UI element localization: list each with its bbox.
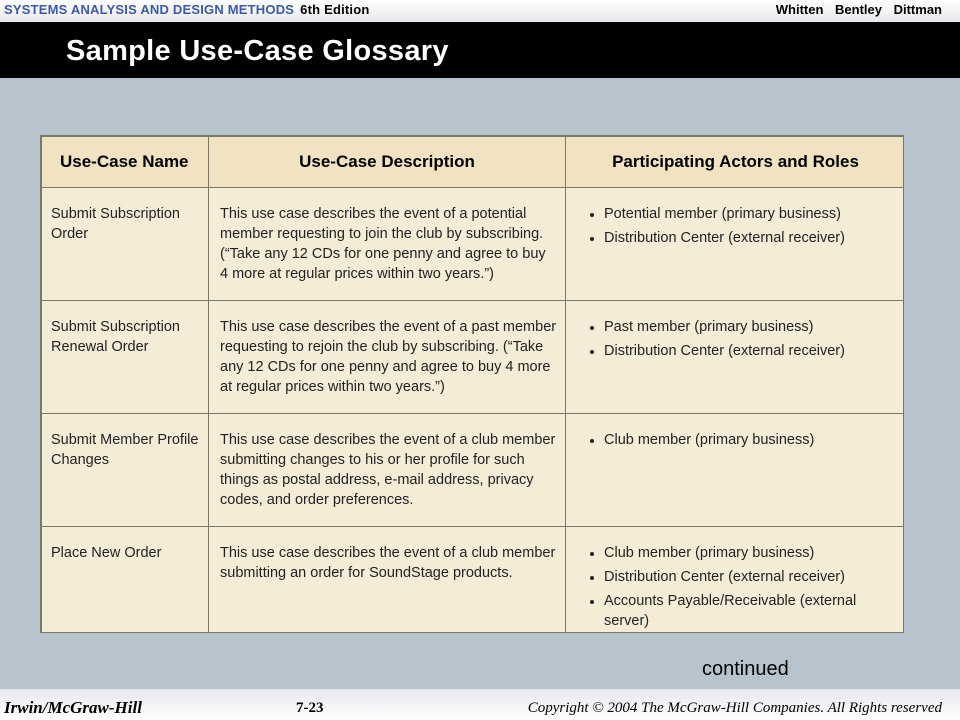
table-row [42, 188, 905, 301]
actor-item: • Club member (primary business) [604, 543, 897, 563]
authors-label: Whitten Bentley Dittman [775, 2, 942, 17]
column-header-use-case-name: Use-Case Name [42, 137, 209, 188]
title-bar [0, 22, 960, 78]
actors-list [574, 430, 897, 450]
actor-item: • Past member (primary business) [604, 317, 897, 337]
actor-item: • Club member (primary business) [604, 430, 897, 450]
use-case-name-cell: Submit Subscription Renewal Order [42, 301, 209, 414]
top-header-bar [0, 0, 960, 22]
use-case-name-cell: Submit Subscription Order [42, 188, 209, 301]
actors-list [574, 317, 897, 361]
use-case-description-cell: This use case describes the event of a club member submitting an order for SoundStage products. [209, 527, 566, 634]
actor-item: • Accounts Payable/Receivable (external server) [604, 591, 897, 631]
copyright-notice: Copyright © 2004 The McGraw-Hill Companies. All Rights reserved [527, 700, 942, 716]
actor-item: • Distribution Center (external receiver) [604, 228, 897, 248]
slide-title: Sample Use-Case Glossary [66, 35, 449, 67]
actors-cell [566, 414, 905, 527]
edition-label: 6th Edition [300, 2, 370, 17]
continued-label: continued [702, 658, 789, 680]
page-number: 7-23 [296, 700, 324, 716]
use-case-glossary-table [40, 135, 904, 633]
actor-item: • Distribution Center (external receiver) [604, 567, 897, 587]
use-case-name-cell: Place New Order [42, 527, 209, 634]
actors-cell [566, 188, 905, 301]
actors-cell [566, 301, 905, 414]
actor-item: • Distribution Center (external receiver) [604, 341, 897, 361]
glossary-table [41, 136, 904, 633]
column-header-use-case-description: Use-Case Description [209, 137, 566, 188]
book-title [4, 2, 370, 17]
table-row [42, 301, 905, 414]
use-case-description-cell: This use case describes the event of a club member submitting changes to his or her profile for such things as postal address, e-mail address, privacy codes, and order preferences. [209, 414, 566, 527]
book-title-text: SYSTEMS ANALYSIS AND DESIGN METHODS [4, 2, 295, 17]
footer-bar [0, 689, 960, 720]
actor-item: • Potential member (primary business) [604, 204, 897, 224]
publisher-label: Irwin/McGraw-Hill [4, 698, 142, 717]
actors-list [574, 543, 897, 631]
table-header-row [42, 137, 905, 188]
table-row [42, 527, 905, 634]
actors-list [574, 204, 897, 248]
table-row [42, 414, 905, 527]
actors-cell [566, 527, 905, 634]
use-case-description-cell: This use case describes the event of a past member requesting to rejoin the club by subscribing. (“Take any 12 CDs for one penny and agree to buy 4 more at regular prices within two years.”) [209, 301, 566, 414]
use-case-name-cell: Submit Member Profile Changes [42, 414, 209, 527]
column-header-participating-actors: Participating Actors and Roles [566, 137, 905, 188]
use-case-description-cell: This use case describes the event of a potential member requesting to join the club by subscribing. (“Take any 12 CDs for one penny and agree to buy 4 more at regular prices within two years.”) [209, 188, 566, 301]
